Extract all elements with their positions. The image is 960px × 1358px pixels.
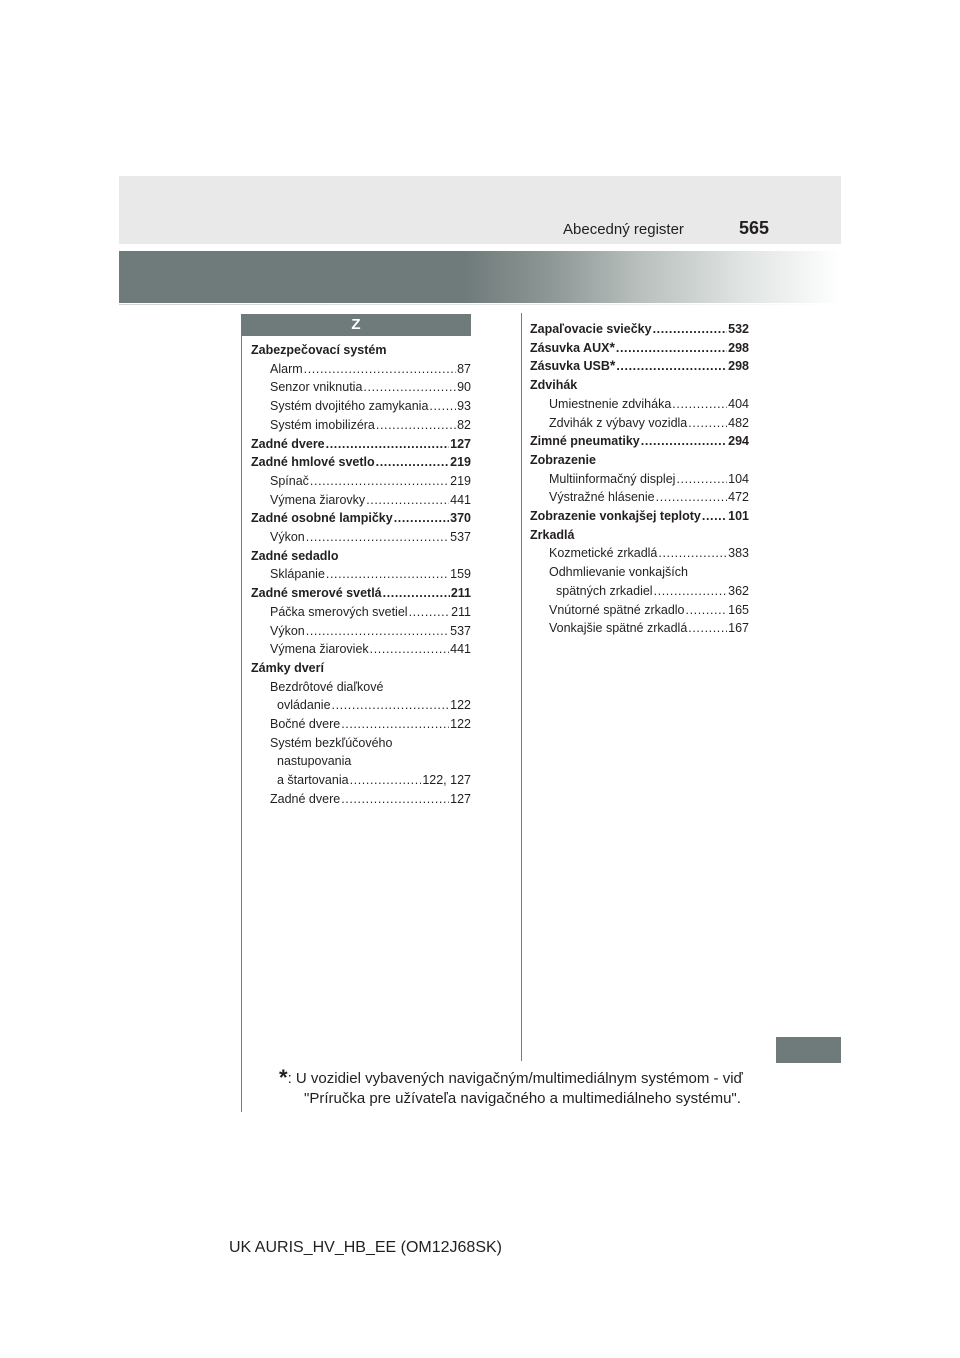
index-entry-page: 167 (728, 621, 749, 636)
index-entry (251, 453, 471, 472)
index-entry-term: Spínač (270, 473, 309, 488)
index-entry-term: Multiinformačný displej (549, 471, 676, 486)
header-gradient-bar (119, 251, 841, 303)
index-entry-page: 219 (450, 455, 471, 470)
index-entry-term: Senzor vniknutia (270, 380, 363, 395)
index-entry (251, 416, 471, 435)
index-entry-page: 211 (451, 604, 471, 619)
index-entry: Zásuvka AUX * ..... 298 (530, 339, 749, 358)
index-entry (530, 601, 749, 620)
footnote (279, 1065, 759, 1109)
index-entry (251, 603, 471, 622)
index-entry (251, 715, 471, 734)
index-heading: Bezdrôtové diaľkové (270, 679, 384, 694)
index-entry-page: 362 (728, 583, 749, 598)
index-entry-term: Výmena žiarovky (270, 492, 366, 507)
index-entry-page: 532 (728, 322, 749, 336)
index-entry-term: Zobrazenie vonkajšej teploty (530, 509, 701, 524)
index-entry-page: 472 (728, 490, 749, 505)
dot-leader (376, 453, 449, 472)
index-entry (530, 414, 749, 433)
index-entry-term: Zásuvka AUX (530, 340, 610, 355)
dot-leader (370, 640, 449, 659)
index-entry-term: Výmena žiaroviek (270, 642, 369, 657)
dot-leader (332, 696, 450, 715)
dot-leader (306, 528, 449, 547)
index-entry (530, 395, 749, 414)
dot-leader (688, 619, 727, 638)
index-entry-term: Zadné dvere (270, 791, 341, 806)
dot-leader (376, 416, 456, 435)
index-entry-page: 441 (450, 492, 471, 507)
dot-leader (688, 414, 727, 433)
index-heading: Zabezpečovací systém (251, 343, 387, 357)
index-entry-page: 219 (450, 473, 471, 488)
dot-leader (616, 357, 727, 376)
index-entry-term: ovládanie (277, 698, 331, 713)
index-entry-page: 82 (457, 417, 471, 432)
index-entry-term: Sklápanie (270, 567, 325, 582)
index-entry-page: 165 (728, 602, 749, 617)
index-entry-term: Bočné dvere (270, 717, 341, 732)
index-entry-page: 122 (450, 717, 471, 732)
index-entry-term: Zadné smerové svetlá (251, 586, 382, 601)
index-entry (251, 528, 471, 547)
middle-column-divider (521, 313, 522, 1061)
dot-leader (341, 790, 449, 809)
index-entry-page: 127 (450, 436, 471, 451)
index-entry-page: 298 (728, 340, 749, 355)
page-number: 565 (739, 218, 770, 238)
dot-leader (686, 601, 728, 620)
dot-leader (366, 491, 449, 510)
index-entry-term: Systém imobilizéra (270, 417, 375, 432)
dot-leader (702, 507, 727, 526)
index-entry (251, 584, 471, 603)
index-entry (530, 320, 749, 339)
dot-leader (409, 603, 451, 622)
index-entry (251, 435, 471, 454)
dot-leader (310, 472, 449, 491)
index-entry-term: Výkon (270, 530, 305, 545)
index-entry-term: Alarm (270, 361, 303, 376)
side-thumb-tab (776, 1037, 841, 1063)
index-entry (251, 622, 471, 641)
index-entry (251, 790, 471, 809)
dot-leader (306, 622, 449, 641)
index-entry-page: 101 (728, 509, 749, 524)
dot-leader (654, 582, 728, 601)
index-entry (530, 432, 749, 451)
footnote-line-1 (279, 1065, 759, 1090)
index-entry-page: 87 (457, 361, 471, 376)
index-entry (251, 565, 471, 584)
index-entry-term: Vonkajšie spätné zrkadlá (549, 621, 688, 636)
dot-leader (676, 470, 727, 489)
index-entry-term: Umiestnenie zdviháka (549, 396, 672, 411)
index-entry-page: 122 (450, 698, 471, 713)
header-rule (119, 304, 841, 305)
dot-leader (672, 395, 727, 414)
index-entry (530, 470, 749, 489)
footnote-asterisk: * (279, 1065, 288, 1090)
index-entry-term: Zdvihák z výbavy vozidla (549, 415, 688, 430)
index-entry-term: Zadné hmlové svetlo (251, 455, 375, 470)
index-entry-term: Vnútorné spätné zrkadlo (549, 602, 685, 617)
index-entry-page: 294 (728, 434, 749, 449)
section-title: Abecedný register (563, 221, 684, 238)
index-entry-term: Zapaľovacie sviečky (530, 322, 652, 336)
dot-leader (363, 378, 456, 397)
index-entry-term: Zásuvka USB (530, 359, 610, 374)
document-code: UK AURIS_HV_HB_EE (OM12J68SK) (229, 1239, 502, 1256)
index-entry-term: Zadné osobné lampičky (251, 511, 393, 526)
index-heading: Odhmlievanie vonkajších (549, 565, 688, 580)
index-entry (251, 509, 471, 528)
index-entry (251, 771, 471, 790)
index-entry-term: Zimné pneumatiky (530, 434, 640, 449)
index-heading: Zdvihák (530, 378, 578, 393)
header-band (119, 176, 841, 244)
index-entry-term: Kozmetické zrkadlá (549, 546, 658, 561)
index-entry (530, 507, 749, 526)
dot-leader (350, 771, 422, 790)
index-entry-page: 370 (450, 511, 471, 526)
index-entry-page: 90 (457, 380, 471, 395)
index-heading: Zobrazenie (530, 452, 596, 467)
index-entry-term: a štartovania (277, 773, 349, 788)
dot-leader (658, 544, 727, 563)
index-entry-page: 298 (728, 359, 749, 374)
dot-leader (326, 435, 450, 454)
index-entry-term: Páčka smerových svetiel (270, 604, 408, 619)
index-entry: Zásuvka USB * ..... 298 (530, 357, 749, 376)
index-entry-term: Zadné dvere (251, 436, 325, 451)
index-entry-page: 537 (450, 530, 471, 545)
index-entry (251, 696, 471, 715)
index-entry (251, 378, 471, 397)
dot-leader (326, 565, 449, 584)
index-entry-page: 441 (450, 642, 471, 657)
index-entry (530, 582, 749, 601)
dot-leader (394, 509, 449, 528)
index-heading: Zadné sedadlo (251, 548, 339, 563)
index-heading: Systém bezkľúčového (270, 735, 393, 750)
index-entry (251, 640, 471, 659)
dot-leader (616, 339, 727, 358)
index-entry (530, 544, 749, 563)
index-entry-page: 537 (450, 623, 471, 638)
left-column-divider (241, 336, 242, 1112)
index-entry-page: 93 (457, 399, 471, 414)
index-entry-page: 127 (450, 791, 471, 806)
footnote-text-1: : U vozidiel vybavených navigačným/multimediálnym systémom - viď (287, 1070, 743, 1087)
dot-leader (656, 488, 728, 507)
index-entry (530, 619, 749, 638)
index-entry (251, 491, 471, 510)
index-column-left (251, 341, 471, 809)
index-entry-page: 383 (728, 546, 749, 561)
dot-leader (641, 432, 727, 451)
index-entry-page: 211 (450, 586, 471, 601)
index-entry (251, 397, 471, 416)
index-heading: nastupovania (277, 754, 352, 769)
footnote-line-2: "Príručka pre užívateľa navigačného a multimediálneho systému". (304, 1090, 741, 1107)
dot-leader (341, 715, 449, 734)
dot-leader (429, 397, 456, 416)
dot-leader (653, 320, 728, 339)
dot-leader (383, 584, 450, 603)
index-entry-term: Výstražné hlásenie (549, 490, 655, 505)
index-entry (530, 488, 749, 507)
index-entry-term: spätných zrkadiel (556, 583, 653, 598)
index-entry-page: 404 (728, 396, 749, 411)
index-heading: Zrkadlá (530, 527, 575, 542)
index-entry (251, 360, 471, 379)
index-heading: Zámky dverí (251, 660, 324, 675)
index-column-right (530, 320, 749, 638)
dot-leader (304, 360, 456, 379)
index-letter-header: Z (241, 314, 471, 336)
index-entry-term: Výkon (270, 623, 305, 638)
index-entry-term: Systém dvojitého zamykania (270, 399, 429, 414)
index-entry-page: 482 (728, 415, 749, 430)
index-entry-page: 159 (450, 567, 471, 582)
index-entry-page: 104 (728, 471, 749, 486)
index-entry-page: 122, 127 (422, 773, 471, 788)
index-entry (251, 472, 471, 491)
